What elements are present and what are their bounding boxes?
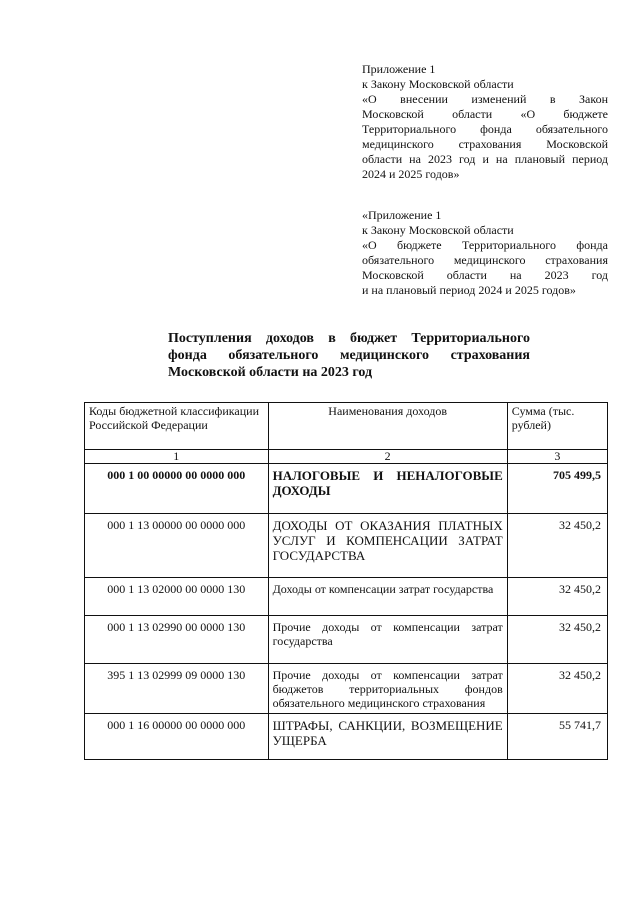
income-sum: 55 741,7 bbox=[507, 714, 607, 760]
table-row bbox=[85, 714, 608, 760]
table-row bbox=[85, 464, 608, 514]
appendix-line: обязательного медицинского страхования bbox=[362, 253, 608, 267]
column-number: 2 bbox=[268, 450, 507, 464]
income-code: 000 1 13 02990 00 0000 130 bbox=[85, 616, 269, 664]
appendix-line: 2024 и 2025 годов» bbox=[362, 167, 460, 181]
income-name: ШТРАФЫ, САНКЦИИ, ВОЗМЕЩЕНИЕ УЩЕРБА bbox=[268, 714, 507, 760]
table-row bbox=[85, 578, 608, 616]
header-sum: Сумма (тыс. рублей) bbox=[507, 403, 607, 450]
table-header-row bbox=[85, 403, 608, 450]
title-line: Московской области на 2023 год bbox=[168, 365, 373, 380]
income-sum: 32 450,2 bbox=[507, 578, 607, 616]
column-number-row bbox=[85, 450, 608, 464]
title-line: фонда обязательного медицинского страхования bbox=[168, 348, 530, 363]
header-codes: Коды бюджетной классификации Российской Федерации bbox=[85, 403, 269, 450]
appendix-line: к Закону Московской области bbox=[362, 77, 514, 91]
income-name: Прочие доходы от компенсации затрат бюджетов территориальных фондов обязательного медицинского страхования bbox=[268, 664, 507, 714]
appendix-line: Московской области «О бюджете bbox=[362, 107, 608, 121]
appendix-line: к Закону Московской области bbox=[362, 223, 514, 237]
income-code: 000 1 13 02000 00 0000 130 bbox=[85, 578, 269, 616]
document-title bbox=[168, 330, 530, 381]
appendix-line: «О бюджете Территориального фонда bbox=[362, 238, 608, 252]
title-line: Поступления доходов в бюджет Территориального bbox=[168, 331, 530, 346]
income-table bbox=[84, 402, 608, 760]
appendix-line: медицинского страхования Московской bbox=[362, 137, 608, 151]
income-code: 000 1 16 00000 00 0000 000 bbox=[85, 714, 269, 760]
appendix-line: Территориального фонда обязательного bbox=[362, 122, 608, 136]
income-name: Прочие доходы от компенсации затрат государства bbox=[268, 616, 507, 664]
table-row bbox=[85, 664, 608, 714]
income-sum: 32 450,2 bbox=[507, 664, 607, 714]
income-code: 000 1 00 00000 00 0000 000 bbox=[85, 464, 269, 514]
header-names: Наименования доходов bbox=[268, 403, 507, 450]
appendix-note-amending-law bbox=[362, 62, 608, 182]
column-number: 3 bbox=[507, 450, 607, 464]
income-code: 000 1 13 00000 00 0000 000 bbox=[85, 514, 269, 578]
income-name: ДОХОДЫ ОТ ОКАЗАНИЯ ПЛАТНЫХ УСЛУГ И КОМПЕНСАЦИИ ЗАТРАТ ГОСУДАРСТВА bbox=[268, 514, 507, 578]
income-sum: 32 450,2 bbox=[507, 514, 607, 578]
income-sum: 705 499,5 bbox=[507, 464, 607, 514]
table-row bbox=[85, 514, 608, 578]
appendix-line: Московской области на 2023 год bbox=[362, 268, 608, 282]
table-row bbox=[85, 616, 608, 664]
income-sum: 32 450,2 bbox=[507, 616, 607, 664]
appendix-line: «О внесении изменений в Закон bbox=[362, 92, 608, 106]
appendix-line: Приложение 1 bbox=[362, 62, 436, 76]
appendix-line: «Приложение 1 bbox=[362, 208, 442, 222]
income-code: 395 1 13 02999 09 0000 130 bbox=[85, 664, 269, 714]
appendix-line: и на плановый период 2024 и 2025 годов» bbox=[362, 283, 576, 297]
appendix-line: области на 2023 год и на плановый период bbox=[362, 152, 608, 166]
income-name: НАЛОГОВЫЕ И НЕНАЛОГОВЫЕ ДОХОДЫ bbox=[268, 464, 507, 514]
column-number: 1 bbox=[85, 450, 269, 464]
income-name: Доходы от компенсации затрат государства bbox=[268, 578, 507, 616]
appendix-note-budget-law bbox=[362, 208, 608, 298]
